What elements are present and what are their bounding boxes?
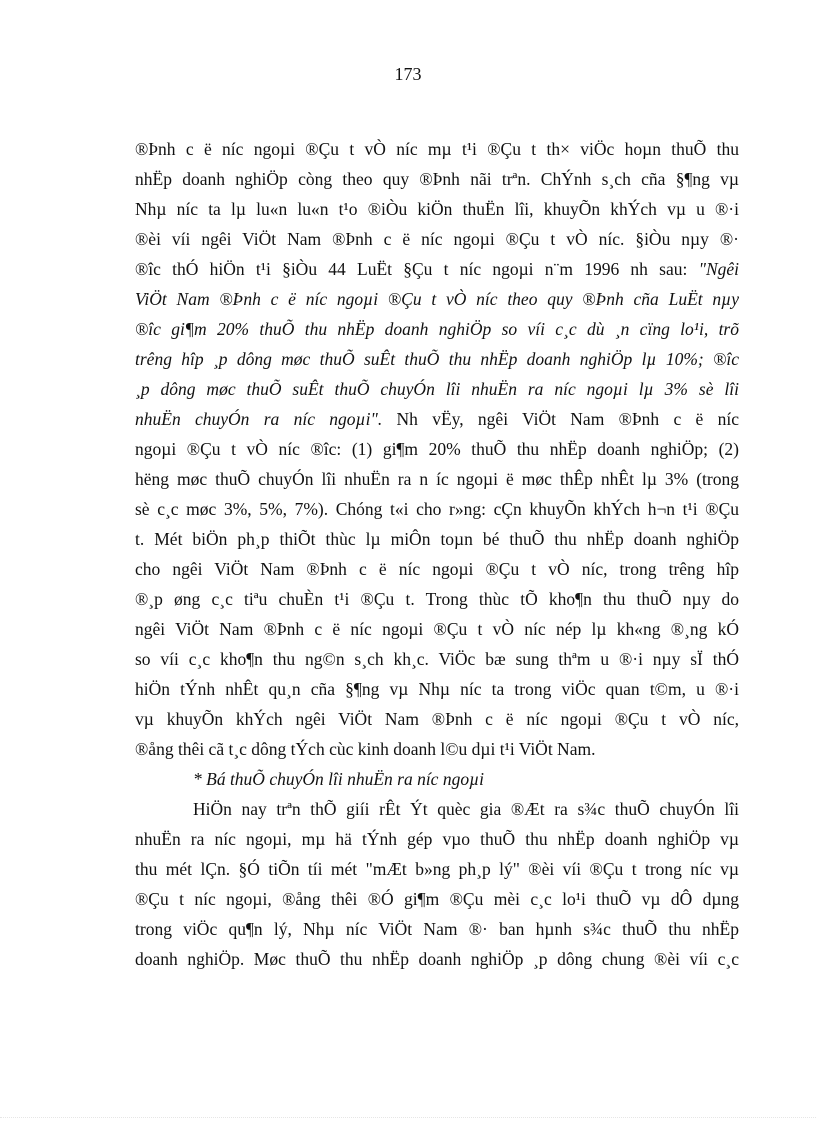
line-text: ®èi víi ngêi ViÖt Nam ®Þnh c ë níc ngoµi ®Çu t vÒ níc. §iÒu nµy ®· (135, 229, 739, 249)
quoted-law-text: ViÖt Nam ®Þnh c ë níc ngoµi ®Çu t vÒ níc theo quy ®Þnh cña LuËt nµy (135, 289, 739, 309)
line-text: hiÖn tÝnh nhÊt qu¸n cña §¶ng vµ Nhµ níc ta trong viÖc quan t©m, u ®·i (135, 679, 739, 699)
paragraph-1-line (135, 734, 739, 764)
paragraph-1-line (135, 224, 739, 254)
paragraph-1-line (135, 434, 739, 464)
paragraph-1-line (135, 314, 739, 344)
line-text: ®Þnh c ë níc ngoµi ®Çu t vÒ níc mµ t¹i ®Çu t th× viÖc hoµn thuÕ thu (135, 139, 739, 159)
paragraph-1-line (135, 254, 739, 284)
paragraph-1-line (135, 344, 739, 374)
paragraph-1-line (135, 494, 739, 524)
paragraph-1-line (135, 284, 739, 314)
paragraph-2-line: ®Çu t níc ngoµi, ®ång thêi ®Ó gi¶m ®Çu mèi c¸c lo¹i thuÕ vµ dÔ dµng (135, 889, 739, 909)
paragraph-1-line (135, 194, 739, 224)
line-text: cho ngêi ViÖt Nam ®Þnh c ë níc ngoµi ®Çu t vÒ níc, trong trêng hîp (135, 559, 739, 579)
line-text: ®îc thÓ hiÖn t¹i §iÒu 44 LuËt §Çu t níc ngoµi n¨m 1996 nh sau: (135, 259, 699, 279)
subheading: * Bá thuÕ chuyÓn lîi nhuËn ra níc ngoµi (193, 769, 485, 789)
paragraph-2-line: nhuËn ra níc ngoµi, mµ hä tÝnh gép vµo thuÕ thu nhËp doanh nghiÖp vµ (135, 829, 739, 849)
paragraph-1-line (135, 524, 739, 554)
line-text: so víi c¸c kho¶n thu ng©n s¸ch kh¸c. ViÖc bæ sung thªm u ®·i nµy sÏ thÓ (135, 649, 739, 669)
paragraph-2-line: trong viÖc qu¶n lý, Nhµ níc ViÖt Nam ®· ban hµnh s¾c thuÕ thu nhËp (135, 919, 739, 939)
quoted-law-text: nhuËn chuyÓn ra níc ngoµi". (135, 409, 397, 429)
quoted-law-text: ®îc gi¶m 20% thuÕ thu nhËp doanh nghiÖp so víi c¸c dù ¸n cïng lo¹i, trõ (135, 319, 739, 339)
line-text: ngêi ViÖt Nam ®Þnh c ë níc ngoµi ®Çu t vÒ níc nép lµ kh«ng ®¸ng kÓ (135, 619, 739, 639)
line-text: ngoµi ®Çu t vÒ níc ®îc: (1) gi¶m 20% thuÕ thu nhËp doanh nghiÖp; (2) (135, 439, 739, 459)
paragraph-1-line (135, 674, 739, 704)
paragraph-1-line (135, 554, 739, 584)
line-text: t. Mét biÖn ph¸p thiÕt thùc lµ miÔn toµn bé thuÕ thu nhËp doanh nghiÖp (135, 529, 739, 549)
paragraph-1-line (135, 164, 739, 194)
paragraph-1-line (135, 704, 739, 734)
paragraph-2 (135, 794, 739, 974)
paragraph-2-line: doanh nghiÖp. Møc thuÕ thu nhËp doanh nghiÖp ¸p dông chung ®èi víi c¸c (135, 949, 739, 969)
quoted-law-text: "Ngêi (698, 259, 739, 279)
line-text: Nh vËy, ngêi ViÖt Nam ®Þnh c ë níc (396, 409, 739, 429)
paragraph-1-line (135, 464, 739, 494)
quoted-law-text: ¸p dông møc thuÕ suÊt thuÕ chuyÓn lîi nhuËn ra níc ngoµi lµ 3% sè lîi (135, 379, 739, 399)
line-text: nhËp doanh nghiÖp còng theo quy ®Þnh nãi trªn. ChÝnh s¸ch cña §¶ng vµ (135, 169, 739, 189)
paragraph-1-line (135, 614, 739, 644)
line-text: Nhµ níc ta lµ lu«n lu«n t¹o ®iÒu kiÖn thuËn lîi, khuyÕn khÝch vµ u ®·i (135, 199, 739, 219)
page-bottom-rule (0, 1117, 816, 1118)
paragraph-1-line (135, 404, 739, 434)
paragraph-1-line (135, 584, 739, 614)
paragraph-1-line (135, 134, 739, 164)
paragraph-2-line: thu mét lÇn. §Ó tiÕn tíi mét "mÆt b»ng ph¸p lý" ®èi víi ®Çu t trong níc vµ (135, 859, 739, 879)
line-text: vµ khuyÕn khÝch ngêi ViÖt Nam ®Þnh c ë níc ngoµi ®Çu t vÒ níc, (135, 709, 739, 729)
page-number: 173 (394, 64, 422, 84)
paragraph-1 (135, 134, 739, 764)
body-text (135, 134, 739, 974)
line-text: ®ång thêi cã t¸c dông tÝch cùc kinh doanh l©u dµi t¹i ViÖt Nam. (135, 739, 596, 759)
paragraph-1-line (135, 644, 739, 674)
line-text: sè c¸c møc 3%, 5%, 7%). Chóng t«i cho r»ng: cÇn khuyÕn khÝch h¬n t¹i ®Çu (135, 499, 739, 519)
quoted-law-text: trêng hîp ¸p dông møc thuÕ suÊt thuÕ thu nhËp doanh nghiÖp lµ 10%; ®îc (135, 349, 739, 369)
line-text: ®¸p øng c¸c tiªu chuÈn t¹i ®Çu t. Trong thùc tÕ kho¶n thu thuÕ nµy do (135, 589, 739, 609)
line-text: hëng møc thuÕ chuyÓn lîi nhuËn ra n íc ngoµi ë møc thÊp nhÊt lµ 3% (trong (135, 469, 739, 489)
paragraph-2-line: HiÖn nay trªn thÕ giíi rÊt Ýt quèc gia ®Æt ra s¾c thuÕ chuyÓn lîi (193, 799, 739, 819)
paragraph-1-line (135, 374, 739, 404)
